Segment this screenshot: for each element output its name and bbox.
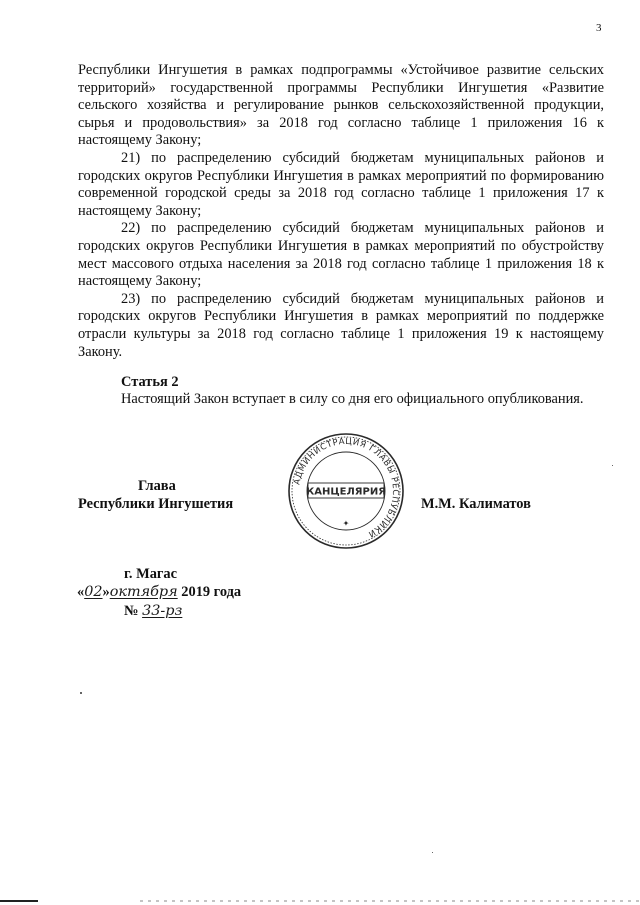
number-value: 33-рз	[142, 603, 183, 619]
signature-subtitle: Республики Ингушетия	[78, 496, 234, 512]
scan-speck	[432, 852, 433, 853]
svg-text:✦: ✦	[342, 519, 350, 528]
official-seal	[286, 431, 406, 551]
article-title: Статья 2	[121, 374, 179, 390]
seal-outer-text: АДМИНИСТРАЦИЯ ГЛАВЫ РЕСПУБЛИКИ	[292, 436, 401, 540]
place-city: г. Магас	[124, 566, 178, 582]
number-prefix: №	[124, 603, 139, 619]
signature-title: Глава	[138, 478, 176, 494]
scan-speck	[80, 692, 82, 694]
paragraph-item-22: 22) по распределению субсидий бюджетам муниципальных районов и городских округов Республики Ингушетия в рамках мероприятий по обустройству мест массового отдыха населения за 2018 год согласно таблице 1 приложения 18 к настоящему Закону;	[78, 220, 604, 290]
signatory-name: М.М. Калиматов	[421, 496, 531, 512]
paragraph-continuation: Республики Ингушетия в рамках подпрограммы «Устойчивое развитие сельских территорий» государственной программы Республики Ингушетия «Развитие сельского хозяйства и регулирование рынков сельскохозяйственной продукции, сырья и продовольствия» за 2018 год согласно таблице 1 приложения 16 к настоящему Закону;	[78, 62, 604, 149]
article-body: Настоящий Закон вступает в силу со дня его официального опубликования.	[121, 391, 584, 407]
document-date	[77, 584, 241, 601]
law-text	[78, 62, 604, 361]
date-year: 2019 года	[181, 584, 242, 600]
law-number	[124, 603, 182, 620]
date-day: 02	[84, 584, 103, 600]
scan-bottom-edge	[0, 900, 640, 902]
seal-center-text: КАНЦЕЛЯРИЯ	[306, 486, 386, 498]
scan-speck	[612, 465, 613, 466]
quote-close: »	[102, 584, 110, 600]
paragraph-item-21: 21) по распределению субсидий бюджетам муниципальных районов и городских округов Республики Ингушетия в рамках мероприятий по формированию современной городской среды за 2018 год согласно таблице 1 приложения 17 к настоящему Закону;	[78, 149, 604, 219]
date-month: октября	[109, 584, 178, 600]
page-number: 3	[596, 22, 602, 34]
quote-open: «	[77, 584, 85, 600]
paragraph-item-23: 23) по распределению субсидий бюджетам муниципальных районов и городских округов Республики Ингушетия в рамках мероприятий по поддержке отрасли культуры за 2018 год согласно таблице 1 приложения 19 к настоящему Закону.	[78, 290, 604, 360]
